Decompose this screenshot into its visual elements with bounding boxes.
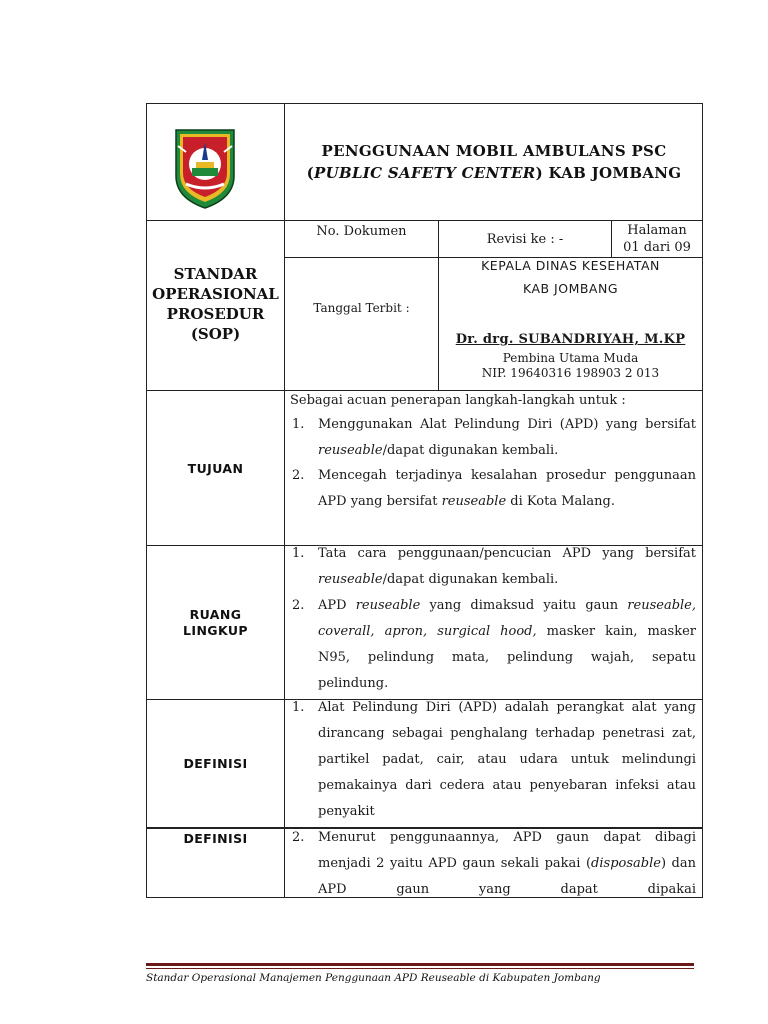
footer-rule	[146, 963, 694, 966]
revisi-label: Revisi ke : -	[486, 231, 564, 247]
halaman-label: Halaman	[627, 223, 687, 238]
ruang-item-2: 2. APD reuseable yang dimaksud yaitu gaun reuseable, coverall, apron, surgical hood, masker kain, masker N95, pelindung mata, pelindung wajah, sepatu pelindung.	[292, 598, 696, 691]
ruang-item-1: 1. Tata cara penggunaan/pencucian APD yang bersifat reuseable/dapat digunakan kembali.	[292, 546, 696, 587]
tujuan-intro: Sebagai acuan penerapan langkah-langkah untuk :	[290, 393, 626, 408]
halaman-value: 01 dari 09	[623, 240, 691, 255]
ruang-lingkup-label: RUANG LINGKUP	[183, 606, 248, 638]
signature-block	[439, 256, 702, 380]
title-line-2: (PUBLIC SAFETY CENTER) KAB JOMBANG	[306, 164, 682, 182]
kepala-line-2: KAB JOMBANG	[522, 281, 619, 296]
tujuan-item-2: 2. Mencegah terjadinya kesalahan prosedur penggunaan APD yang bersifat reuseable di Kota Malang.	[292, 468, 696, 509]
definisi-label: DEFINISI	[183, 756, 248, 771]
signer-nip: NIP. 19640316 198903 2 013	[481, 366, 660, 380]
definisi-label-2: DEFINISI	[183, 831, 248, 846]
no-dokumen-label: No. Dokumen	[316, 223, 407, 239]
title-italic: PUBLIC SAFETY CENTER	[314, 164, 536, 182]
definisi-item-1: 1. Alat Pelindung Diri (APD) adalah perangkat alat yang dirancang sebagai penghalang terhadap penetrasi zat, partikel padat, cair, atau udara untuk melindungi pemakainya dari cedera atau penyebaran infeksi atau penyakit	[292, 700, 696, 819]
tujuan-label: TUJUAN	[187, 460, 244, 476]
footer-rule-thin	[146, 968, 694, 969]
footer-text: Standar Operasional Manajemen Penggunaan APD Reuseable di Kabupaten Jombang	[146, 972, 601, 984]
kabupaten-logo	[172, 126, 238, 210]
title-line-1: PENGGUNAAN MOBIL AMBULANS PSC	[321, 142, 667, 160]
tanggal-terbit-label: Tanggal Terbit :	[313, 301, 410, 315]
kepala-line-1: KEPALA DINAS KESEHATAN	[481, 258, 660, 273]
document-title	[284, 140, 704, 184]
signer-name: Dr. drg. SUBANDRIYAH, M.KP	[455, 332, 686, 347]
sop-label: STANDAR OPERASIONAL PROSEDUR (SOP)	[152, 265, 279, 343]
halaman-cell	[612, 221, 702, 257]
definisi-item-2: 2. Menurut penggunaannya, APD gaun dapat dibagi menjadi 2 yaitu APD gaun sekali pakai (disposable) dan APD gaun yang dapat dipakai	[292, 830, 696, 897]
tujuan-item-1: 1. Menggunakan Alat Pelindung Diri (APD) yang bersifat reuseable/dapat digunakan kembali.	[292, 417, 696, 458]
signer-rank: Pembina Utama Muda	[502, 351, 639, 365]
